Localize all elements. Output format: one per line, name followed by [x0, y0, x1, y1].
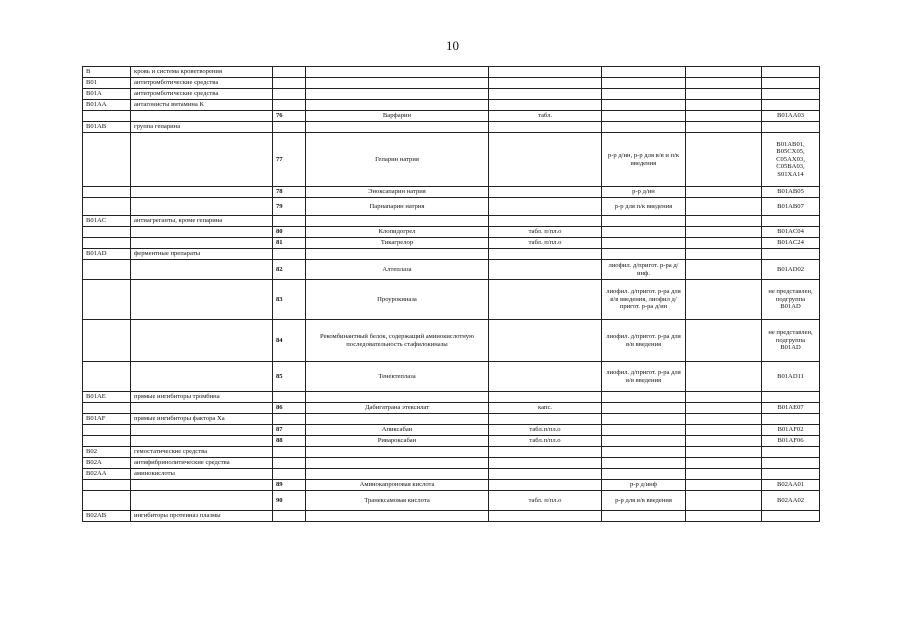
drug-name-cell — [306, 89, 489, 100]
extra-cell — [686, 414, 762, 425]
atc-code-cell — [83, 260, 131, 280]
atc-code-cell — [83, 111, 131, 122]
row-number-cell — [273, 414, 306, 425]
atc-reference-cell: B01AB05 — [762, 187, 820, 198]
table-row — [83, 392, 820, 403]
atc-code-cell: B01AD — [83, 249, 131, 260]
extra-cell — [686, 392, 762, 403]
group-name-cell: прямые ингибиторы фактора Xa — [131, 414, 273, 425]
group-name-cell — [131, 260, 273, 280]
injection-form-cell: лиофил. д/пригот. р-ра д/инф. — [602, 260, 686, 280]
group-name-cell — [131, 480, 273, 491]
row-number-cell: 90 — [273, 491, 306, 511]
drug-name-cell — [306, 458, 489, 469]
atc-code-cell — [83, 436, 131, 447]
extra-cell — [686, 67, 762, 78]
table-row — [83, 436, 820, 447]
row-number-cell — [273, 67, 306, 78]
atc-code-cell — [83, 425, 131, 436]
row-number-cell — [273, 122, 306, 133]
table-row — [83, 198, 820, 216]
extra-cell — [686, 403, 762, 414]
atc-reference-cell — [762, 100, 820, 111]
dosage-form-cell — [489, 249, 602, 260]
injection-form-cell — [602, 227, 686, 238]
injection-form-cell — [602, 111, 686, 122]
drug-name-cell: Тенектеплаза — [306, 362, 489, 392]
drug-name-cell — [306, 392, 489, 403]
atc-code-cell: B01AC — [83, 216, 131, 227]
atc-code-cell: B02A — [83, 458, 131, 469]
drug-name-cell — [306, 447, 489, 458]
atc-code-cell — [83, 187, 131, 198]
atc-reference-cell — [762, 67, 820, 78]
row-number-cell: 80 — [273, 227, 306, 238]
table-row — [83, 100, 820, 111]
table-row — [83, 89, 820, 100]
group-name-cell: антитромботические средства — [131, 78, 273, 89]
drug-name-cell — [306, 67, 489, 78]
extra-cell — [686, 320, 762, 362]
atc-code-cell — [83, 227, 131, 238]
atc-code-cell — [83, 491, 131, 511]
group-name-cell — [131, 491, 273, 511]
injection-form-cell — [602, 67, 686, 78]
group-name-cell — [131, 133, 273, 187]
dosage-form-cell — [489, 458, 602, 469]
injection-form-cell: р-р д/инф — [602, 480, 686, 491]
dosage-form-cell — [489, 198, 602, 216]
table-row — [83, 249, 820, 260]
drug-name-cell: Аминокапроновая кислота — [306, 480, 489, 491]
injection-form-cell — [602, 511, 686, 522]
group-name-cell: антифибринолитические средства — [131, 458, 273, 469]
group-name-cell — [131, 403, 273, 414]
group-name-cell — [131, 111, 273, 122]
table-row — [83, 111, 820, 122]
atc-reference-cell — [762, 392, 820, 403]
extra-cell — [686, 78, 762, 89]
row-number-cell — [273, 100, 306, 111]
dosage-form-cell — [489, 78, 602, 89]
extra-cell — [686, 227, 762, 238]
group-name-cell — [131, 425, 273, 436]
drug-name-cell — [306, 100, 489, 111]
injection-form-cell — [602, 122, 686, 133]
extra-cell — [686, 198, 762, 216]
drug-list-table — [82, 66, 820, 522]
atc-reference-cell: B01AB01, B05CX05, C05AX03, C05BA03, S01XA14 — [762, 133, 820, 187]
atc-reference-cell — [762, 78, 820, 89]
injection-form-cell — [602, 249, 686, 260]
atc-reference-cell — [762, 216, 820, 227]
table-row — [83, 227, 820, 238]
atc-reference-cell — [762, 458, 820, 469]
dosage-form-cell: табл.п/пл.о — [489, 425, 602, 436]
table-row — [83, 362, 820, 392]
extra-cell — [686, 280, 762, 320]
injection-form-cell — [602, 425, 686, 436]
atc-reference-cell: B02AA01 — [762, 480, 820, 491]
atc-reference-cell: B01AB07 — [762, 198, 820, 216]
atc-code-cell: B01AA — [83, 100, 131, 111]
row-number-cell — [273, 458, 306, 469]
group-name-cell: гемостатические средства — [131, 447, 273, 458]
dosage-form-cell — [489, 447, 602, 458]
atc-reference-cell — [762, 447, 820, 458]
extra-cell — [686, 425, 762, 436]
table-row — [83, 458, 820, 469]
atc-code-cell: B01A — [83, 89, 131, 100]
atc-reference-cell: не представлен, подгруппа B01AD — [762, 320, 820, 362]
dosage-form-cell: табл. — [489, 111, 602, 122]
group-name-cell: ферментные препараты — [131, 249, 273, 260]
injection-form-cell: лиофил. д/пригот. р-ра для в/в введения — [602, 320, 686, 362]
group-name-cell — [131, 238, 273, 249]
row-number-cell: 83 — [273, 280, 306, 320]
dosage-form-cell — [489, 392, 602, 403]
dosage-form-cell — [489, 511, 602, 522]
group-name-cell — [131, 436, 273, 447]
table-row — [83, 491, 820, 511]
group-name-cell — [131, 227, 273, 238]
extra-cell — [686, 249, 762, 260]
dosage-form-cell: табл. п/пл.о — [489, 227, 602, 238]
group-name-cell: ингибиторы протеиназ плазмы — [131, 511, 273, 522]
extra-cell — [686, 511, 762, 522]
atc-reference-cell — [762, 414, 820, 425]
row-number-cell: 88 — [273, 436, 306, 447]
group-name-cell: кровь и система кроветворения — [131, 67, 273, 78]
extra-cell — [686, 436, 762, 447]
extra-cell — [686, 447, 762, 458]
table-row — [83, 403, 820, 414]
drug-name-cell: Клопидогрел — [306, 227, 489, 238]
injection-form-cell: р-р для п/к введения — [602, 198, 686, 216]
drug-name-cell — [306, 469, 489, 480]
atc-code-cell — [83, 133, 131, 187]
dosage-form-cell — [489, 100, 602, 111]
drug-name-cell: Апиксабан — [306, 425, 489, 436]
atc-code-cell — [83, 320, 131, 362]
dosage-form-cell — [489, 362, 602, 392]
extra-cell — [686, 111, 762, 122]
drug-name-cell — [306, 216, 489, 227]
drug-name-cell: Дабигатрана этексилат — [306, 403, 489, 414]
row-number-cell — [273, 78, 306, 89]
group-name-cell — [131, 198, 273, 216]
row-number-cell: 84 — [273, 320, 306, 362]
atc-reference-cell — [762, 122, 820, 133]
row-number-cell: 82 — [273, 260, 306, 280]
atc-reference-cell: B01AD11 — [762, 362, 820, 392]
table-row — [83, 78, 820, 89]
atc-reference-cell: B01AC04 — [762, 227, 820, 238]
atc-reference-cell — [762, 511, 820, 522]
table-row — [83, 67, 820, 78]
extra-cell — [686, 260, 762, 280]
row-number-cell — [273, 511, 306, 522]
drug-name-cell — [306, 414, 489, 425]
extra-cell — [686, 122, 762, 133]
injection-form-cell: лиофил. д/пригот. р-ра для в/в введения — [602, 362, 686, 392]
dosage-form-cell: табл. п/пл.о — [489, 238, 602, 249]
injection-form-cell — [602, 458, 686, 469]
group-name-cell: антитромботические средства — [131, 89, 273, 100]
group-name-cell — [131, 320, 273, 362]
extra-cell — [686, 187, 762, 198]
row-number-cell — [273, 447, 306, 458]
drug-name-cell — [306, 122, 489, 133]
table-row — [83, 414, 820, 425]
extra-cell — [686, 238, 762, 249]
table-row — [83, 511, 820, 522]
group-name-cell: прямые ингибиторы тромбина — [131, 392, 273, 403]
table-row — [83, 469, 820, 480]
group-name-cell: антиагреганты, кроме гепарина — [131, 216, 273, 227]
row-number-cell: 79 — [273, 198, 306, 216]
atc-reference-cell — [762, 89, 820, 100]
group-name-cell — [131, 362, 273, 392]
dosage-form-cell — [489, 89, 602, 100]
atc-reference-cell — [762, 249, 820, 260]
drug-name-cell: Проурокиназа — [306, 280, 489, 320]
dosage-form-cell — [489, 260, 602, 280]
row-number-cell: 89 — [273, 480, 306, 491]
atc-reference-cell: B01AF06 — [762, 436, 820, 447]
drug-name-cell: Парнапарин натрия — [306, 198, 489, 216]
injection-form-cell: р-р для в/в введения — [602, 491, 686, 511]
atc-code-cell — [83, 362, 131, 392]
row-number-cell: 86 — [273, 403, 306, 414]
table-row — [83, 216, 820, 227]
atc-reference-cell: B01AF02 — [762, 425, 820, 436]
row-number-cell: 87 — [273, 425, 306, 436]
group-name-cell — [131, 280, 273, 320]
extra-cell — [686, 100, 762, 111]
dosage-form-cell — [489, 280, 602, 320]
table-row — [83, 480, 820, 491]
injection-form-cell — [602, 238, 686, 249]
atc-code-cell: B02 — [83, 447, 131, 458]
injection-form-cell — [602, 78, 686, 89]
injection-form-cell — [602, 403, 686, 414]
dosage-form-cell: табл.п/пл.о — [489, 436, 602, 447]
table-row — [83, 447, 820, 458]
injection-form-cell — [602, 392, 686, 403]
injection-form-cell — [602, 469, 686, 480]
row-number-cell: 77 — [273, 133, 306, 187]
extra-cell — [686, 362, 762, 392]
dosage-form-cell — [489, 320, 602, 362]
dosage-form-cell — [489, 414, 602, 425]
extra-cell — [686, 469, 762, 480]
atc-code-cell: B — [83, 67, 131, 78]
row-number-cell: 81 — [273, 238, 306, 249]
injection-form-cell — [602, 216, 686, 227]
group-name-cell: аминокислоты — [131, 469, 273, 480]
atc-reference-cell: не представлен, подгруппа B01AD — [762, 280, 820, 320]
dosage-form-cell — [489, 480, 602, 491]
atc-reference-cell: B01AC24 — [762, 238, 820, 249]
row-number-cell — [273, 392, 306, 403]
row-number-cell: 78 — [273, 187, 306, 198]
dosage-form-cell: табл. п/пл.о — [489, 491, 602, 511]
page-number: 10 — [446, 38, 459, 53]
extra-cell — [686, 491, 762, 511]
atc-code-cell: B01 — [83, 78, 131, 89]
dosage-form-cell — [489, 133, 602, 187]
table-row — [83, 133, 820, 187]
drug-name-cell: Тикагрелор — [306, 238, 489, 249]
atc-code-cell: B02AA — [83, 469, 131, 480]
extra-cell — [686, 133, 762, 187]
extra-cell — [686, 480, 762, 491]
drug-name-cell — [306, 78, 489, 89]
table-row — [83, 260, 820, 280]
extra-cell — [686, 89, 762, 100]
extra-cell — [686, 216, 762, 227]
drug-name-cell — [306, 511, 489, 522]
atc-code-cell: B01AE — [83, 392, 131, 403]
table-row — [83, 238, 820, 249]
injection-form-cell — [602, 89, 686, 100]
atc-code-cell — [83, 198, 131, 216]
drug-name-cell: Гепарин натрия — [306, 133, 489, 187]
group-name-cell: антагонисты витамина К — [131, 100, 273, 111]
atc-code-cell — [83, 238, 131, 249]
group-name-cell — [131, 187, 273, 198]
table-row — [83, 425, 820, 436]
dosage-form-cell — [489, 216, 602, 227]
table-row — [83, 187, 820, 198]
injection-form-cell: лиофил. д/пригот. р-ра для в/в введения, лиофил д/пригот. р-ра д/ин — [602, 280, 686, 320]
atc-reference-cell: B01AE07 — [762, 403, 820, 414]
dosage-form-cell — [489, 469, 602, 480]
row-number-cell — [273, 249, 306, 260]
table-row — [83, 320, 820, 362]
atc-reference-cell: B02AA02 — [762, 491, 820, 511]
table-row — [83, 280, 820, 320]
injection-form-cell: р-р д/ин, р-р для в/в и п/к введения — [602, 133, 686, 187]
group-name-cell: группа гепарина — [131, 122, 273, 133]
drug-name-cell: Алтеплаза — [306, 260, 489, 280]
atc-code-cell: B02AB — [83, 511, 131, 522]
atc-reference-cell: B01AD02 — [762, 260, 820, 280]
row-number-cell — [273, 89, 306, 100]
drug-name-cell — [306, 249, 489, 260]
atc-code-cell — [83, 480, 131, 491]
atc-reference-cell — [762, 469, 820, 480]
table-row — [83, 122, 820, 133]
injection-form-cell — [602, 447, 686, 458]
atc-code-cell: B01AB — [83, 122, 131, 133]
dosage-form-cell: капс. — [489, 403, 602, 414]
injection-form-cell: р-р д/ин — [602, 187, 686, 198]
extra-cell — [686, 458, 762, 469]
drug-name-cell: Рекомбинантный белок, содержащий аминокислотную последовательность стафилокиназы — [306, 320, 489, 362]
drug-name-cell: Транексамовая кислота — [306, 491, 489, 511]
injection-form-cell — [602, 414, 686, 425]
drug-name-cell: Варфарин — [306, 111, 489, 122]
injection-form-cell — [602, 100, 686, 111]
drug-name-cell: Ривароксабан — [306, 436, 489, 447]
row-number-cell: 85 — [273, 362, 306, 392]
drug-name-cell: Эноксапарин натрия — [306, 187, 489, 198]
dosage-form-cell — [489, 187, 602, 198]
dosage-form-cell — [489, 122, 602, 133]
row-number-cell — [273, 469, 306, 480]
injection-form-cell — [602, 436, 686, 447]
dosage-form-cell — [489, 67, 602, 78]
atc-reference-cell: B01AA03 — [762, 111, 820, 122]
atc-code-cell — [83, 280, 131, 320]
row-number-cell — [273, 216, 306, 227]
row-number-cell: 76 — [273, 111, 306, 122]
atc-code-cell — [83, 403, 131, 414]
atc-code-cell: B01AF — [83, 414, 131, 425]
